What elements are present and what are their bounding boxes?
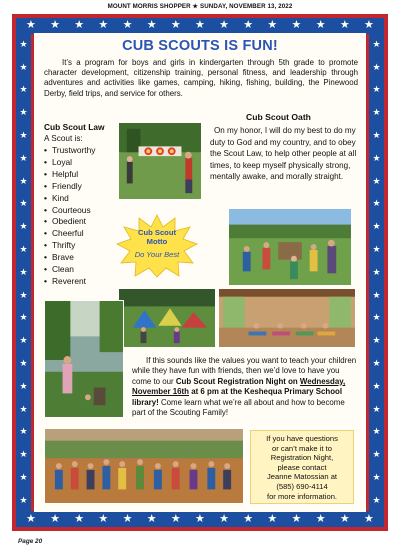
star-icon: ★ [219,513,229,525]
law-item: • Trustworthy [44,145,96,155]
star-icon: ★ [50,513,61,525]
law-item: • Obedient [44,216,86,227]
star-icon: ★ [19,426,28,437]
star-icon: ★ [19,244,28,255]
law-item: • Kind [44,192,69,203]
motto-line2: Motto [146,237,168,246]
law-item: • Thrifty [44,240,76,251]
bullet-icon: • [44,156,47,167]
star-icon: ★ [219,19,229,31]
star-icon: ★ [146,19,157,31]
star-icon: ★ [372,449,381,460]
oath-heading: Cub Scout Oath [246,112,311,122]
invite-paragraph: If this sounds like the values you want to teach your children while they have fun with friends, then we’d love to have you come to our Cub Scout Registration Night on Wednesday, November 16th at 6 pm at the Keshequa Primary School library! Come learn what we’re all about and how to become part of the Scouting Family! [132,356,357,418]
star-icon: ★ [372,38,381,49]
bullet-icon: • [44,275,47,286]
star-icon: ★ [19,494,28,505]
law-intro: A Scout is: [44,134,83,143]
star-icon: ★ [363,513,374,525]
photo-group [44,428,244,504]
law-item: • Friendly [44,180,82,191]
star-icon: ★ [19,38,28,49]
star-column-left [16,33,31,512]
law-item: • Cheerful [44,228,84,239]
star-icon: ★ [267,19,278,31]
law-item: • Loyal [44,156,73,167]
star-icon: ★ [19,221,28,232]
photo-archery [118,122,202,200]
star-icon: ★ [372,84,381,95]
bullet-icon: • [44,180,47,191]
star-icon: ★ [372,335,381,346]
law-item: • Reverent [44,275,86,286]
bullet-icon: • [44,145,47,155]
star-icon: ★ [19,175,28,186]
star-icon: ★ [74,19,85,31]
bullet-icon: • [44,240,47,251]
star-icon: ★ [74,513,85,525]
star-icon: ★ [372,380,381,391]
star-icon: ★ [372,152,381,163]
star-icon: ★ [372,130,381,141]
star-icon: ★ [372,494,381,505]
star-icon: ★ [19,403,28,414]
star-icon: ★ [19,61,28,72]
motto-line1: Cub Scout [138,228,176,237]
law-item: • Clean [44,264,74,275]
bullet-icon: • [44,168,47,179]
intro-paragraph: It’s a program for boys and girls in kindergarten through 5th grade to promote character development, citizenship training, personal fitness, and leadership through adventures and activities like games, camping, hiking, fishing, building, the Pinewood Derby, field trips, and service for others. [44,58,358,98]
star-icon: ★ [339,19,350,31]
star-icon: ★ [19,380,28,391]
star-icon: ★ [339,513,350,525]
page-number: Page 20 [18,538,43,545]
star-icon: ★ [19,152,28,163]
motto-text: Do Your Best [134,250,180,259]
star-icon: ★ [194,513,205,525]
star-icon: ★ [291,19,302,31]
star-icon: ★ [194,19,205,31]
star-icon: ★ [26,513,36,525]
star-icon: ★ [291,513,302,525]
star-icon: ★ [372,289,381,300]
star-icon: ★ [19,130,28,141]
photo-camping [118,288,216,348]
law-item: • Courteous [44,204,91,215]
star-icon: ★ [170,19,181,31]
bullet-icon: • [44,204,47,215]
star-icon: ★ [372,175,381,186]
star-icon: ★ [26,19,36,31]
star-row-bottom [16,512,384,527]
star-icon: ★ [372,358,381,369]
law-list [44,145,95,288]
star-icon: ★ [50,19,61,31]
star-icon: ★ [19,198,28,209]
starburst-icon [116,214,198,278]
star-icon: ★ [122,19,133,31]
star-icon: ★ [98,513,109,525]
star-icon: ★ [315,19,326,31]
law-item: • Brave [44,252,74,263]
bullet-icon: • [44,192,47,203]
masthead: MOUNT MORRIS SHOPPER ★ SUNDAY, NOVEMBER 13, 2022 [107,3,293,10]
star-icon: ★ [19,335,28,346]
star-icon: ★ [267,513,278,525]
star-icon: ★ [372,221,381,232]
photo-field-game [228,208,352,286]
star-icon: ★ [372,244,381,255]
bullet-icon: • [44,264,47,275]
star-icon: ★ [19,266,28,277]
photo-fishing [44,300,124,418]
photo-yoga [218,288,356,348]
star-icon: ★ [122,513,133,525]
star-icon: ★ [372,61,381,72]
star-icon: ★ [170,513,181,525]
star-icon: ★ [243,513,254,525]
star-icon: ★ [98,19,109,31]
page-title: CUB SCOUTS IS FUN! [122,38,278,54]
star-icon: ★ [243,19,254,31]
star-icon: ★ [19,107,28,118]
star-icon: ★ [363,19,374,31]
oath-text: On my honor, I will do my best to do my duty to God and my country, and to obey the Scout Law, to help other people at all times, to keep myself physically strong, mentally awake, and morally straight. [210,126,357,182]
border-stripe-right [366,34,369,511]
star-icon: ★ [19,84,28,95]
bullet-icon: • [44,216,47,227]
star-icon: ★ [19,449,28,460]
law-item: • Helpful [44,168,79,179]
star-icon: ★ [372,312,381,323]
star-icon: ★ [372,426,381,437]
star-icon: ★ [19,289,28,300]
law-heading: Cub Scout Law [44,122,105,132]
bullet-icon: • [44,228,47,239]
star-icon: ★ [146,513,157,525]
star-icon: ★ [372,472,381,483]
star-icon: ★ [19,472,28,483]
contact-box: If you have questions or can’t make it to Registration Night, please contact Jeanne Matossian at (585) 690-4114 for more information. [250,430,354,504]
star-icon: ★ [372,198,381,209]
star-column-right [369,33,384,512]
star-icon: ★ [372,107,381,118]
bullet-icon: • [44,252,47,263]
star-icon: ★ [19,312,28,323]
star-icon: ★ [315,513,326,525]
star-icon: ★ [372,403,381,414]
star-icon: ★ [19,358,28,369]
star-icon: ★ [372,266,381,277]
star-row-top [16,18,384,33]
